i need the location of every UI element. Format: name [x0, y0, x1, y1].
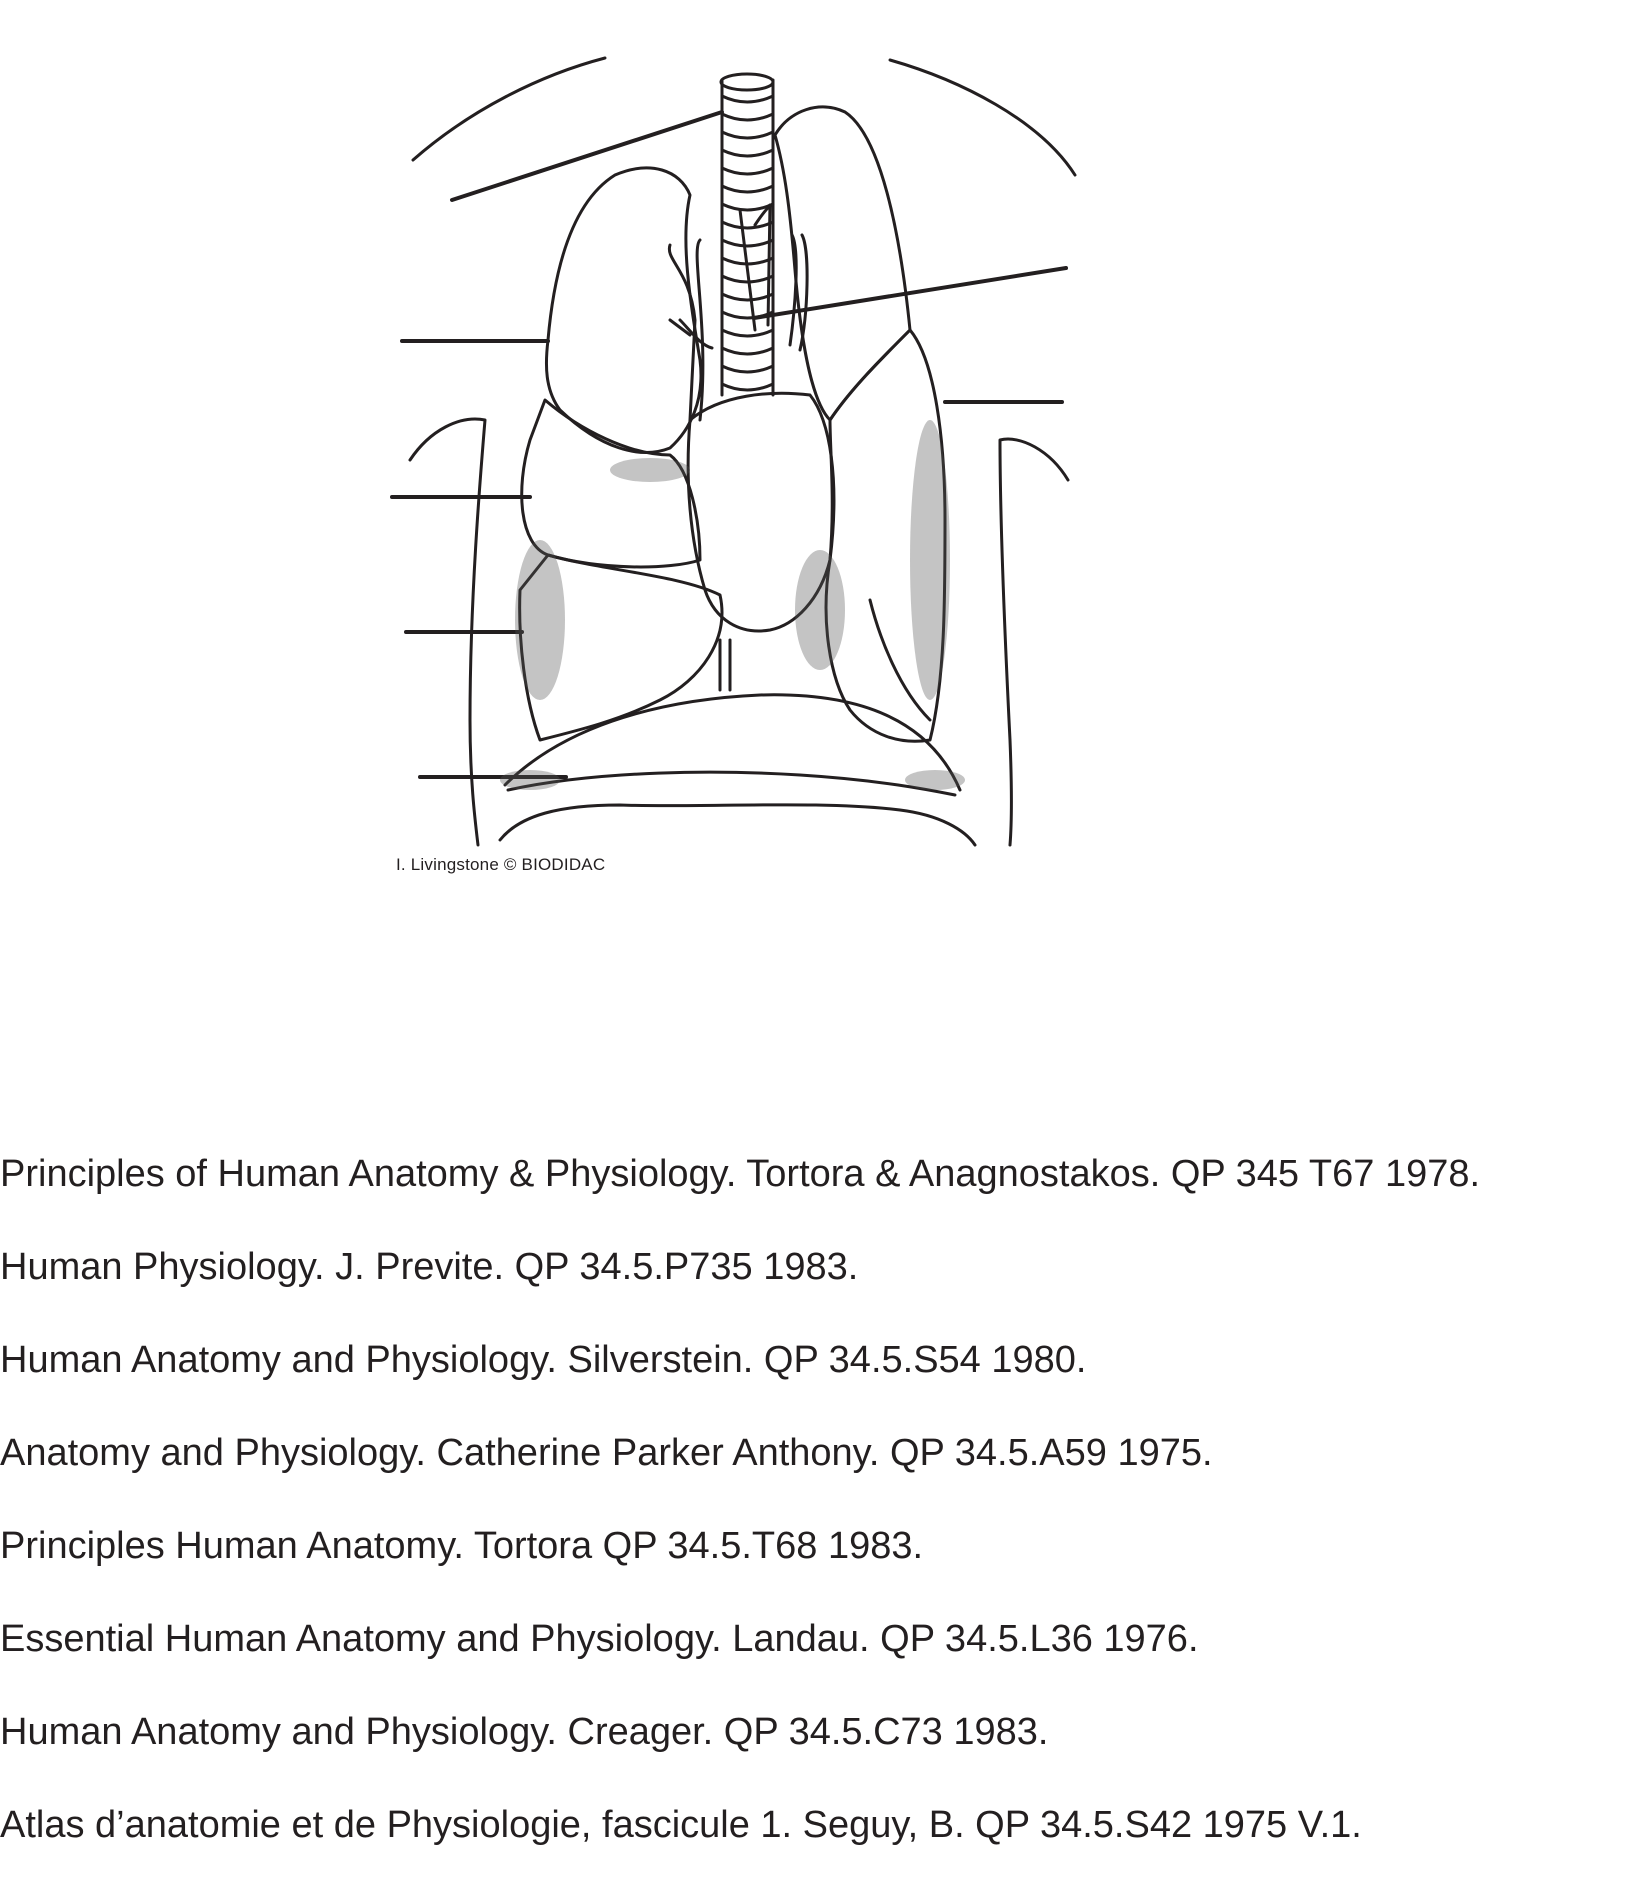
reference-item: Atlas d’anatomie et de Physiologie, fascicule 1. Seguy, B. QP 34.5.S42 1975 V.1.	[0, 1804, 1362, 1846]
trachea	[721, 74, 773, 395]
reference-item: Principles of Human Anatomy & Physiology. Tortora & Anagnostakos. QP 345 T67 1978.	[0, 1153, 1481, 1195]
lung-illustration	[0, 0, 1635, 900]
reference-item: Human Anatomy and Physiology. Silverstein. QP 34.5.S54 1980.	[0, 1339, 1087, 1381]
reference-item: Human Physiology. J. Previte. QP 34.5.P735 1983.	[0, 1246, 859, 1288]
reference-item: Anatomy and Physiology. Catherine Parker Anthony. QP 34.5.A59 1975.	[0, 1432, 1213, 1474]
right-lung-middle-lobe	[522, 400, 700, 567]
diaphragm	[505, 695, 960, 790]
reference-list	[0, 1150, 1635, 1894]
lung-diagram	[0, 0, 1635, 900]
right-shoulder-outline	[890, 60, 1075, 175]
right-chest-wall	[1000, 439, 1068, 845]
figure-credit: I. Livingstone © BIODIDAC	[396, 855, 606, 874]
stipple-shading	[500, 420, 965, 790]
right-lung-upper-lobe	[546, 168, 701, 453]
left-lung-upper-lobe	[775, 107, 910, 420]
abdomen	[500, 805, 975, 845]
left-shoulder-outline	[413, 58, 605, 160]
reference-item: Essential Human Anatomy and Physiology. Landau. QP 34.5.L36 1976.	[0, 1618, 1199, 1660]
reference-item: Human Anatomy and Physiology. Creager. QP 34.5.C73 1983.	[0, 1711, 1049, 1753]
reference-item: Principles Human Anatomy. Tortora QP 34.5.T68 1983.	[0, 1525, 924, 1567]
